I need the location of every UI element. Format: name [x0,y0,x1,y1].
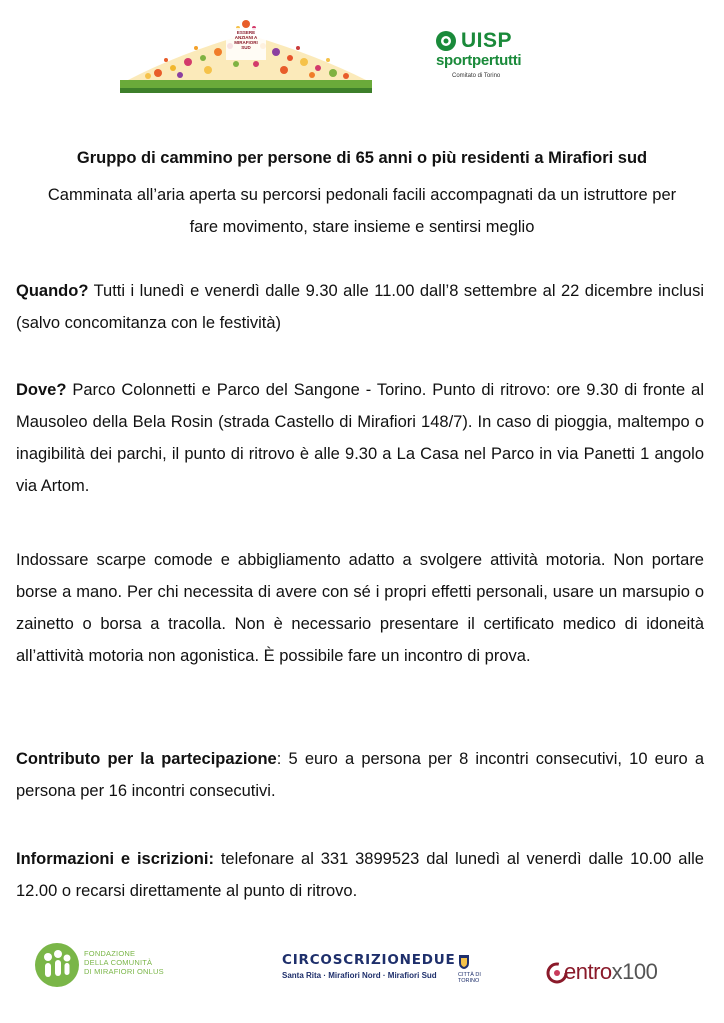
uisp-committee: Comitato di Torino [452,73,501,79]
logo-line: MIRAFIORI [234,40,258,45]
fee-text: : 5 euro a persona per 8 incontri consecutivi, 10 euro a persona per 16 incontri consecutivi. [16,750,705,800]
page-subtitle: Camminata all’aria aperta su percorsi pedonali facili accompagnati da un istruttore per fare movimento, stare insieme e sentirsi meglio [47,186,677,236]
logo-line: ESSERE [236,30,256,35]
uisp-runner-icon [434,30,458,52]
uisp-tagline: sportpertutti [436,52,522,69]
page-title: Gruppo di cammino per persone di 65 anni o più residenti a Mirafiori sud [76,149,648,167]
uisp-name: UISP [461,29,513,52]
fondazione-people-icon [34,942,80,988]
when-paragraph [16,275,704,339]
circoscrizione-due-logo [282,952,492,988]
where-label: Dove? [16,381,67,399]
where-text: Parco Colonnetti e Parco del Sangone - Torino. Punto di ritrovo: ore 9.30 di fronte al Mausoleo della Bela Rosin (strada Castello di Mirafiori 148/7). In caso di pioggia, maltempo o inagibilità dei parchi, il punto di ritrovo è alle 9.30 a La Casa nel Parco in via Panetti 1 angolo via Artom. [16,381,704,495]
fondazione-line: DI MIRAFIORI ONLUS [84,967,164,976]
circoscrizione-title: CIRCOSCRIZIONEDUE [282,952,456,968]
info-paragraph [16,843,704,907]
fondazione-line: FONDAZIONE [84,949,136,958]
centrox100-logo [546,958,676,988]
torino-crest-icon [458,954,470,970]
logo-line: SUD [241,45,251,50]
circoscrizione-subtitle: Santa Rita · Mirafiori Nord · Mirafiori Sud [282,971,437,980]
fondazione-mirafiori-logo [34,942,174,988]
circoscrizione-city: CITTÀ DI TORINO [458,972,481,984]
clothing-paragraph: Indossare scarpe comode e abbigliamento adatto a svolgere attività motoria. Non portare borse a mano. Per chi necessita di avere con sé i propri effetti personali, usare un marsupio o zainetto o borsa a tracolla. Non è necessario presentare il certificato medico di idoneità all’attività motoria non agonistica. È possibile fare un incontro di prova. [16,551,704,665]
when-text: Tutti i lunedì e venerdì dalle 9.30 alle 11.00 dall’8 settembre al 22 dicembre inclusi (salvo concomitanza con le festività) [16,282,704,332]
fondazione-line: DELLA COMUNITÀ [84,958,153,967]
where-paragraph [16,374,704,502]
info-text: telefonare al 331 3899523 dal lunedì al venerdì dalle 10.00 alle 12.00 o recarsi direttamente al punto di ritrovo. [16,850,704,900]
fee-label: Contributo per la partecipazione [16,750,277,768]
essere-anziani-mirafiori-logo [118,18,374,96]
when-label: Quando? [16,282,89,300]
centro-number: x100 [611,959,658,984]
info-label: Informazioni e iscrizioni: [16,850,214,868]
logo-line: ANZIANI A [234,35,258,40]
centro-name: entro [564,959,612,984]
fee-paragraph [16,743,704,807]
uisp-logo [434,30,530,86]
